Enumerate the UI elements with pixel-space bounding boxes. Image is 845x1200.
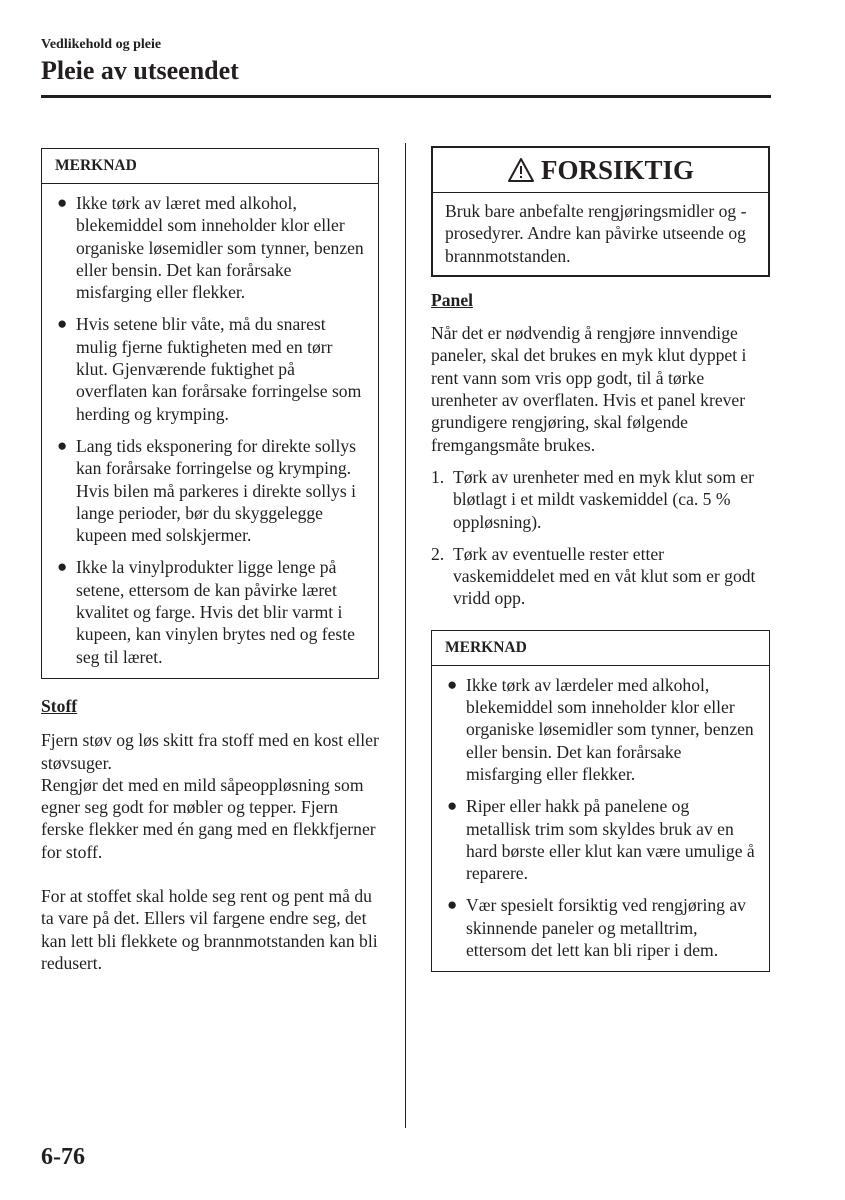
list-item: ● Vær spesielt forsiktig ved rengjøring av skinnende paneler og metalltrim, ettersom det lett kan bli riper i dem. bbox=[447, 895, 746, 961]
list-item: ● Lang tids eksponering for direkte sollys kan forårsake forringelse og krymping. Hvis bilen må parkeres i direkte sollys i lange perioder, bør du skyggelegge kupeen med solskjermer. bbox=[57, 435, 356, 546]
note-box-seats bbox=[41, 148, 379, 679]
bullet-icon: ● bbox=[57, 435, 68, 455]
list-item: 1. Tørk av urenheter med en myk klut som er bløtlagt i et mildt vaskemiddel (ca. 5 % oppløsning). bbox=[431, 466, 754, 532]
warning-triangle-icon bbox=[507, 157, 535, 183]
list-item: 2. Tørk av eventuelle rester etter vaskemiddelet med en våt klut som er godt vridd opp. bbox=[431, 543, 756, 609]
caution-box bbox=[431, 146, 770, 277]
list-item: ● Ikke tørk av læret med alkohol, blekemiddel som inneholder klor eller organiske løsemidler som tynner, benzen eller bensin. Det kan forårsake misfarging eller flekker. bbox=[57, 193, 364, 303]
panel-heading: Panel bbox=[431, 289, 474, 310]
page-number: 6-76 bbox=[41, 1144, 85, 1170]
bullet-icon: ● bbox=[57, 557, 68, 577]
caution-text: Bruk bare anbefalte rengjøringsmidler og -prosedyrer. Andre kan påvirke utseende og brannmotstanden. bbox=[445, 201, 747, 266]
bullet-icon: ● bbox=[447, 796, 458, 816]
left-column bbox=[41, 148, 379, 974]
list-item: ● Ikke tørk av lærdeler med alkohol, blekemiddel som inneholder klor eller organiske løsemidler som tynner, benzen eller bensin. Det kan forårsake misfarging eller flekker. bbox=[447, 674, 754, 784]
panel-intro: Når det er nødvendig å rengjøre innvendige paneler, skal det brukes en myk klut dyppet i rent vann som vris opp godt, til å tørke urenheter av overflaten. Hvis et panel krever grundigere rengjøring, skal følgende fremgangsmåte brukes. bbox=[431, 323, 747, 455]
list-item: ● Riper eller hakk på panelene og metallisk trim som skyldes bruk av en hard børste eller klut kan være umulige å reparere. bbox=[447, 796, 755, 884]
bullet-icon: ● bbox=[447, 895, 458, 915]
stoff-heading: Stoff bbox=[41, 695, 78, 716]
right-column bbox=[431, 146, 770, 972]
bullet-icon: ● bbox=[57, 314, 68, 334]
title-rule bbox=[41, 95, 771, 98]
caution-heading: FORSIKTIG bbox=[540, 154, 695, 185]
list-item: ● Hvis setene blir våte, må du snarest mulig fjerne fuktigheten med en tørr klut. Gjenværende fuktighet på overflaten kan forårsake forringelse som herding og krymping. bbox=[57, 314, 362, 424]
stoff-paragraph: Fjern støv og løs skitt fra stoff med en kost eller støvsuger. bbox=[41, 730, 379, 773]
section-label: Vedlikehold og pleie bbox=[41, 37, 162, 52]
list-item: ● Ikke la vinylprodukter ligge lenge på setene, ettersom de kan påvirke læret kvalitet og farge. Hvis det blir varmt i kupeen, kan vinylen brytes ned og feste seg til læret. bbox=[57, 557, 355, 667]
note-list bbox=[54, 192, 366, 668]
steps-list bbox=[431, 466, 770, 610]
bullet-icon: ● bbox=[447, 674, 458, 694]
note-box-panels bbox=[431, 630, 770, 973]
note-heading: MERKNAD bbox=[432, 631, 769, 666]
column-divider bbox=[405, 143, 406, 1128]
stoff-paragraph: Rengjør det med en mild såpeoppløsning som egner seg godt for møbler og tepper. Fjern ferske flekker med én gang med en flekkfjerner for stoff. bbox=[41, 774, 376, 862]
stoff-paragraph: For at stoffet skal holde seg rent og pent må du ta vare på det. Ellers vil fargene endre seg, det kan lett bli flekkete og brannmotstanden kan bli redusert. bbox=[41, 886, 378, 973]
caution-header bbox=[433, 148, 768, 193]
bullet-icon: ● bbox=[57, 193, 68, 212]
note-heading: MERKNAD bbox=[42, 149, 378, 184]
note-list bbox=[444, 674, 757, 962]
page-title: Pleie av utseendet bbox=[41, 56, 239, 85]
